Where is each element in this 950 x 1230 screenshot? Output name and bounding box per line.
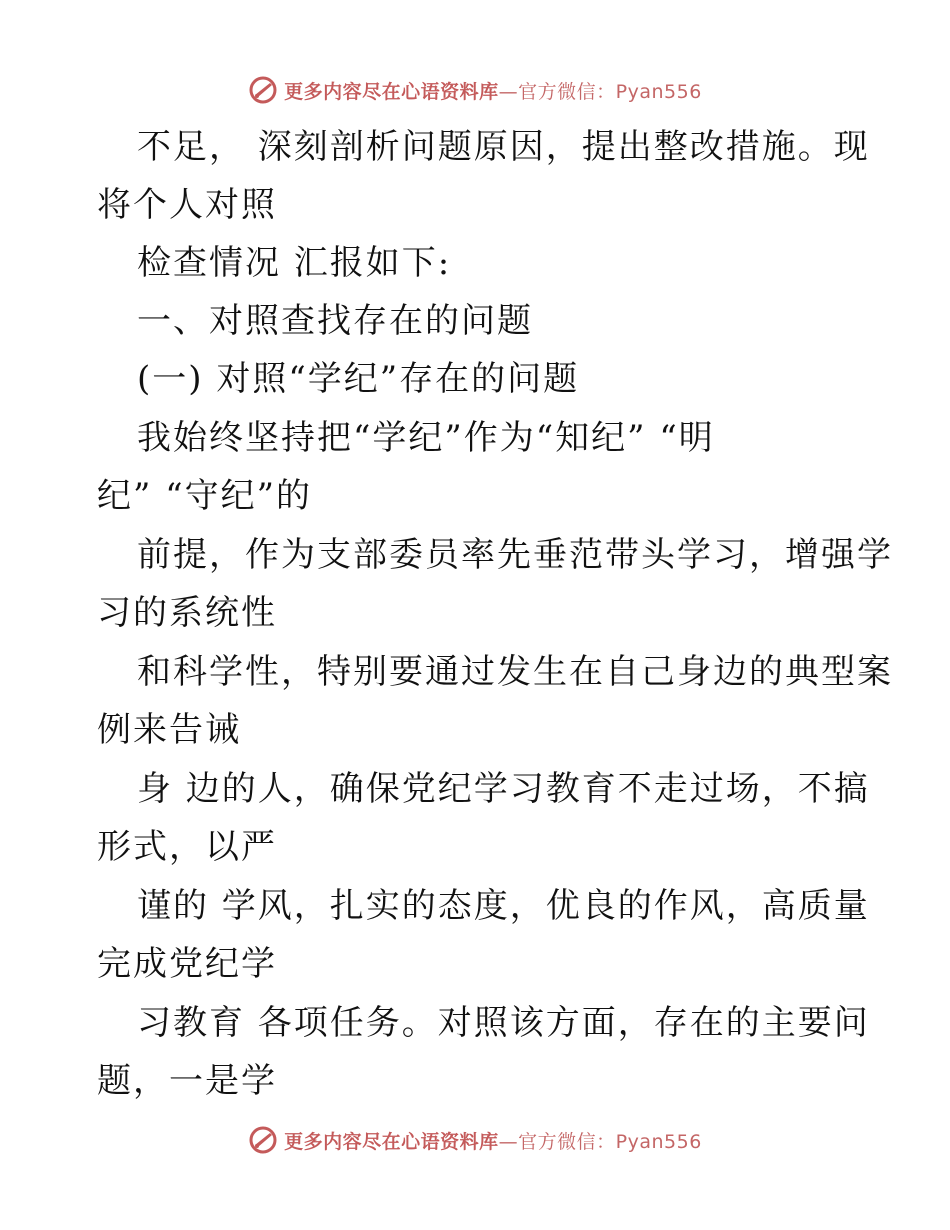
banner-rest-text: —官方微信：Pyan556: [498, 80, 702, 103]
banner-strong-text: 更多内容尽在心语资料库: [284, 1130, 499, 1153]
text-line: 完成党纪学: [97, 944, 277, 984]
text-line: (一) 对照“学纪”存在的问题: [137, 359, 580, 399]
banner-strong-text: 更多内容尽在心语资料库: [284, 80, 499, 103]
text-line: 身 边的人，确保党纪学习教育不走过场，不搞: [137, 769, 870, 809]
footer-watermark-banner: [0, 1120, 950, 1160]
text-line: 习教育 各项任务。对照该方面，存在的主要问: [137, 1003, 870, 1043]
text-line: 例来告诫: [97, 710, 241, 750]
banner-rest-text: —官方微信：Pyan556: [498, 1130, 702, 1153]
text-line: 一、对照查找存在的问题: [137, 301, 533, 341]
text-line: 纪” “守纪”的: [97, 476, 312, 516]
text-line: 将个人对照: [97, 185, 277, 225]
banner-text: [284, 1127, 702, 1154]
text-line: 和科学性，特别要通过发生在自己身边的典型案: [137, 652, 893, 692]
text-line: 谨的 学风，扎实的态度，优良的作风，高质量: [137, 886, 870, 926]
text-line: 检查情况 汇报如下:: [137, 243, 452, 283]
text-line: 题，一是学: [97, 1061, 277, 1101]
text-line: 不足， 深刻剖析问题原因，提出整改措施。现: [137, 127, 870, 167]
text-line: 形式，以严: [97, 827, 277, 867]
text-line: 我始终坚持把“学纪”作为“知纪” “明: [137, 418, 715, 458]
text-line: 习的系统性: [97, 593, 277, 633]
brand-logo-icon: [248, 1125, 278, 1155]
text-line: 前提，作为支部委员率先垂范带头学习，增强学: [137, 535, 893, 575]
